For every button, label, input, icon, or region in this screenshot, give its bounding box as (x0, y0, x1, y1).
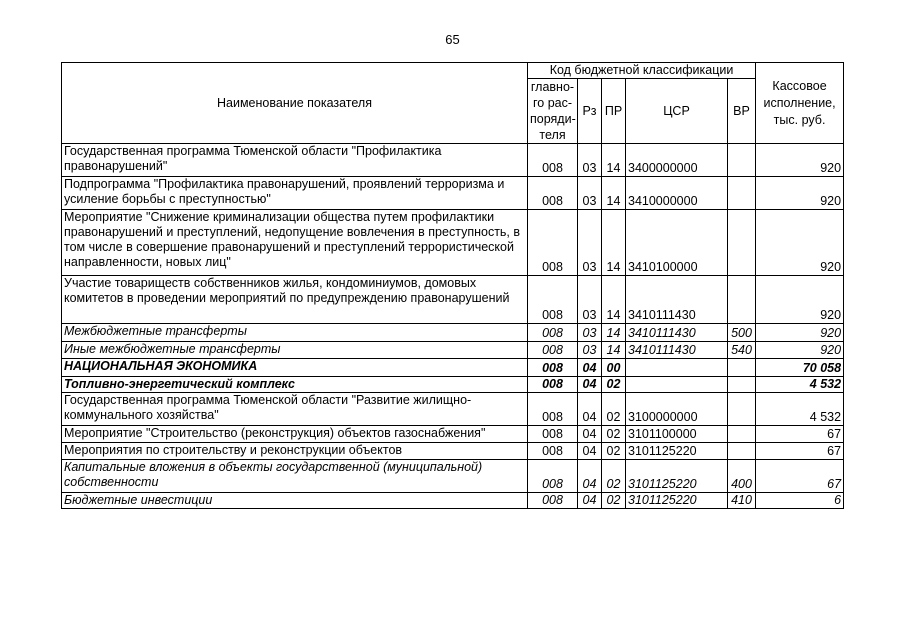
row-csr: 3101100000 (626, 426, 728, 443)
row-rz: 04 (578, 443, 602, 460)
row-amount: 70 058 (756, 359, 844, 377)
table-row (62, 210, 844, 276)
page-number: 65 (445, 32, 460, 47)
row-main-manager: 008 (528, 276, 578, 324)
header-rz: Рз (578, 79, 602, 144)
row-name: Бюджетные инвестиции (62, 493, 528, 509)
table-row (62, 342, 844, 359)
row-rz: 03 (578, 342, 602, 359)
row-pr: 02 (602, 377, 626, 393)
row-rz: 04 (578, 426, 602, 443)
table-row (62, 324, 844, 342)
row-name: Участие товариществ собственников жилья, кондоминиумов, домовых комитетов в проведении мероприятий по предупреждению правонарушений (62, 276, 528, 324)
row-amount: 920 (756, 276, 844, 324)
row-csr: 3410000000 (626, 177, 728, 210)
row-csr: 3101125220 (626, 443, 728, 460)
row-name: Топливно-энергетический комплекс (62, 377, 528, 393)
row-csr: 3410111430 (626, 276, 728, 324)
row-name: Межбюджетные трансферты (62, 324, 528, 342)
row-pr: 14 (602, 324, 626, 342)
row-main-manager: 008 (528, 144, 578, 177)
row-main-manager: 008 (528, 359, 578, 377)
row-csr: 3100000000 (626, 393, 728, 426)
row-pr: 02 (602, 393, 626, 426)
row-vr: 400 (728, 460, 756, 493)
row-pr: 14 (602, 177, 626, 210)
header-amount: Кассовое исполнение, тыс. руб. (756, 63, 844, 144)
row-vr: 410 (728, 493, 756, 509)
row-main-manager: 008 (528, 443, 578, 460)
row-amount: 920 (756, 324, 844, 342)
row-vr (728, 443, 756, 460)
row-main-manager: 008 (528, 460, 578, 493)
row-name: Мероприятие "Снижение криминализации общества путем профилактики правонарушений и преступлений, недопущение вовлечения в преступность, в том числе в совершение правонарушений и преступлений террористической направленности, новых лиц" (62, 210, 528, 276)
row-csr: 3410100000 (626, 210, 728, 276)
header-vr: ВР (728, 79, 756, 144)
table-row (62, 276, 844, 324)
row-amount: 920 (756, 210, 844, 276)
row-name: Мероприятия по строительству и реконструкции объектов (62, 443, 528, 460)
row-pr: 14 (602, 342, 626, 359)
row-pr: 14 (602, 210, 626, 276)
header-csr: ЦСР (626, 79, 728, 144)
header-classification-group: Код бюджетной классификации (528, 63, 756, 79)
row-rz: 03 (578, 276, 602, 324)
row-pr: 02 (602, 493, 626, 509)
row-rz: 03 (578, 144, 602, 177)
row-amount: 920 (756, 144, 844, 177)
row-main-manager: 008 (528, 377, 578, 393)
row-name: Государственная программа Тюменской области "Развитие жилищно-коммунального хозяйства" (62, 393, 528, 426)
row-amount: 4 532 (756, 393, 844, 426)
row-rz: 04 (578, 359, 602, 377)
row-pr: 14 (602, 276, 626, 324)
header-name: Наименование показателя (62, 63, 528, 144)
row-name: Подпрограмма "Профилактика правонарушений, проявлений терроризма и усиление борьбы с преступностью" (62, 177, 528, 210)
row-csr: 3410111430 (626, 342, 728, 359)
row-vr (728, 210, 756, 276)
row-csr: 3101125220 (626, 460, 728, 493)
row-csr (626, 359, 728, 377)
row-csr: 3410111430 (626, 324, 728, 342)
row-vr: 540 (728, 342, 756, 359)
row-name: Капитальные вложения в объекты государственной (муниципальной) собственности (62, 460, 528, 493)
row-rz: 03 (578, 324, 602, 342)
row-vr: 500 (728, 324, 756, 342)
table-row (62, 377, 844, 393)
row-amount: 920 (756, 342, 844, 359)
row-amount: 67 (756, 426, 844, 443)
row-pr: 14 (602, 144, 626, 177)
row-name: НАЦИОНАЛЬНАЯ ЭКОНОМИКА (62, 359, 528, 377)
row-amount: 67 (756, 443, 844, 460)
row-vr (728, 359, 756, 377)
table-row (62, 177, 844, 210)
row-pr: 00 (602, 359, 626, 377)
table-row (62, 426, 844, 443)
row-vr (728, 377, 756, 393)
row-pr: 02 (602, 460, 626, 493)
row-main-manager: 008 (528, 426, 578, 443)
row-amount: 6 (756, 493, 844, 509)
header-main-manager: главно-го рас-поряди-теля (528, 79, 578, 144)
table-row (62, 443, 844, 460)
budget-table (61, 62, 844, 509)
row-pr: 02 (602, 443, 626, 460)
row-vr (728, 276, 756, 324)
row-vr (728, 177, 756, 210)
row-main-manager: 008 (528, 342, 578, 359)
row-name: Иные межбюджетные трансферты (62, 342, 528, 359)
row-rz: 04 (578, 460, 602, 493)
row-rz: 03 (578, 210, 602, 276)
row-name: Государственная программа Тюменской области "Профилактика правонарушений" (62, 144, 528, 177)
row-csr (626, 377, 728, 393)
row-rz: 04 (578, 393, 602, 426)
row-pr: 02 (602, 426, 626, 443)
row-main-manager: 008 (528, 210, 578, 276)
row-vr (728, 393, 756, 426)
table-body (62, 144, 844, 509)
table-row (62, 393, 844, 426)
table-row (62, 144, 844, 177)
row-main-manager: 008 (528, 493, 578, 509)
table-row (62, 493, 844, 509)
row-vr (728, 426, 756, 443)
header-pr: ПР (602, 79, 626, 144)
row-main-manager: 008 (528, 393, 578, 426)
row-amount: 4 532 (756, 377, 844, 393)
row-amount: 920 (756, 177, 844, 210)
row-name: Мероприятие "Строительство (реконструкция) объектов газоснабжения" (62, 426, 528, 443)
row-amount: 67 (756, 460, 844, 493)
row-rz: 04 (578, 377, 602, 393)
row-rz: 04 (578, 493, 602, 509)
row-vr (728, 144, 756, 177)
table-row (62, 460, 844, 493)
row-csr: 3400000000 (626, 144, 728, 177)
row-rz: 03 (578, 177, 602, 210)
row-csr: 3101125220 (626, 493, 728, 509)
row-main-manager: 008 (528, 177, 578, 210)
table-row (62, 359, 844, 377)
row-main-manager: 008 (528, 324, 578, 342)
